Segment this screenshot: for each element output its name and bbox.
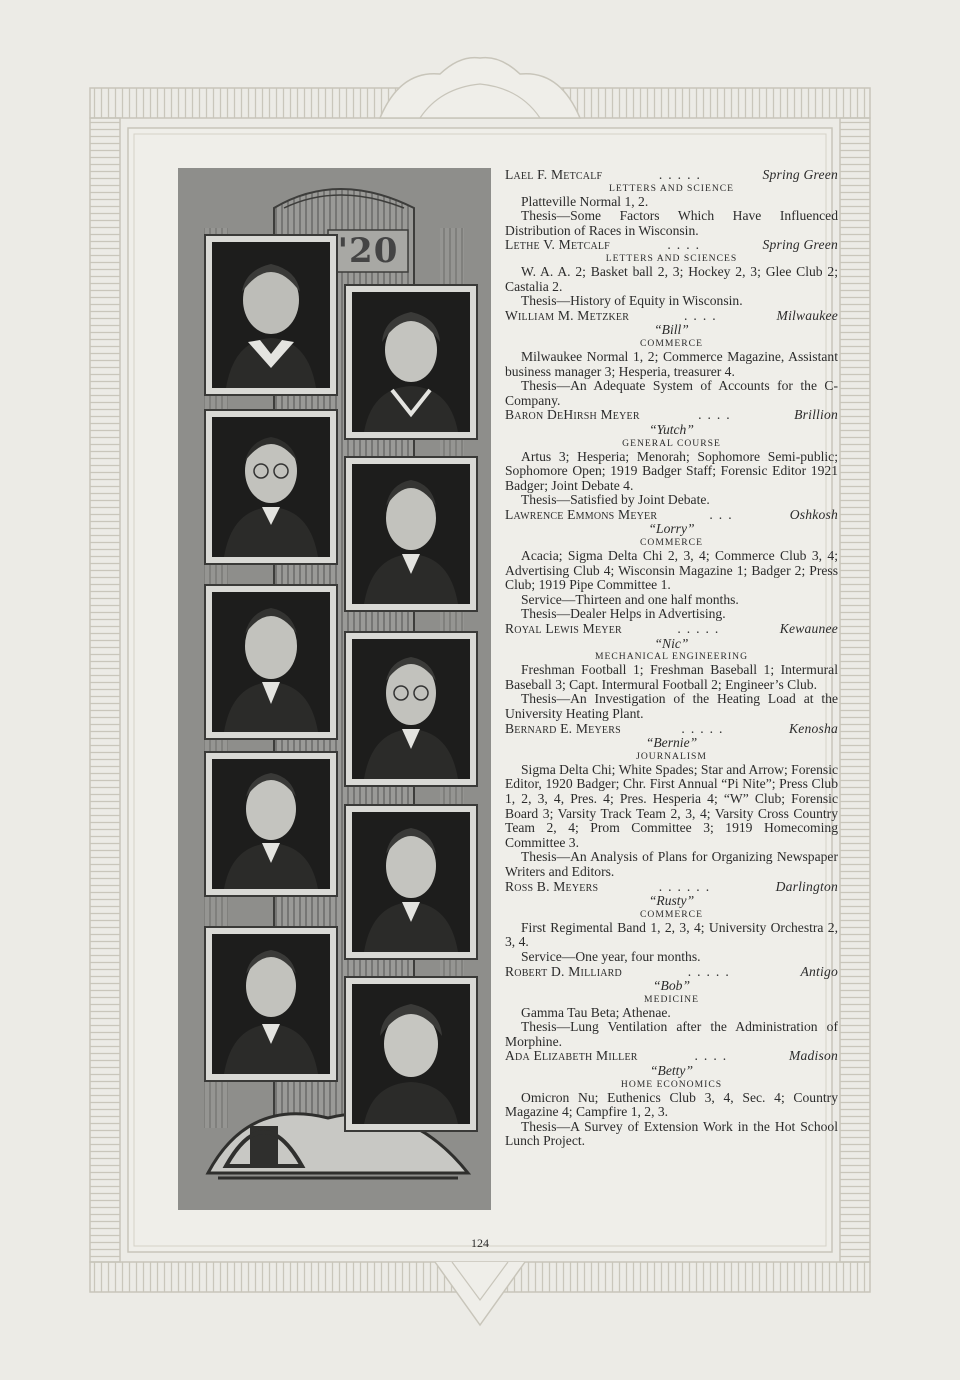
entry-paragraph: Platteville Normal 1, 2. bbox=[521, 193, 649, 209]
entry-paragraph: Service—One year, four months. bbox=[521, 948, 701, 964]
nickname: “Lorry” bbox=[648, 521, 695, 537]
student-name: Ross B. Meyers bbox=[505, 878, 599, 894]
portrait-photo bbox=[206, 586, 336, 738]
student-name: William M. Metzker bbox=[505, 307, 630, 323]
portrait-photo bbox=[346, 633, 476, 785]
entry-block: Baron DeHirsh Meyer .... Brillion “Yutch” GENERAL COURSE Artus 3; Hesperia; Menorah; Sophomore Semi-public; Sophomore Open; 1919 Badger Staff; Forensic Editor 1921 Badger; Joint Debate 4. Thesis—Satisfied by Joint Debate. bbox=[505, 407, 838, 508]
entry-block: Ross B. Meyers ...... Darlington “Rusty” COMMERCE First Regimental Band 1, 2, 3, 4; University Orchestra 2, 3, 4. Service—One year, four months. bbox=[505, 878, 838, 964]
course-label: COMMERCE bbox=[640, 908, 703, 920]
entry-paragraph: Thesis—A Survey of Extension Work in the Hot School Lunch Project. bbox=[505, 1118, 838, 1149]
entry-block: Lawrence Emmons Meyer ... Oshkosh “Lorry” COMMERCE Acacia; Sigma Delta Chi 2, 3, 4; Commerce Club 3, 4; Advertising Club 4; Wisconsin Magazine 1; Badger 2; Press Club; 1919 Pipe Committee 1. Service—Thirteen and one half months. Thesis—Dealer Helps in Advertising. bbox=[505, 506, 838, 622]
entry-paragraph: First Regimental Band 1, 2, 3, 4; University Orchestra 2, 3, 4. bbox=[505, 919, 838, 950]
entry-block: William M. Metzker .... Milwaukee “Bill” COMMERCE Milwaukee Normal 1, 2; Commerce Magazine, Assistant business manager 3; Hesperia, treasurer 4. Thesis—An Adequate System of Accounts for the C-Company. bbox=[505, 307, 838, 408]
course-label: MECHANICAL ENGINEERING bbox=[594, 651, 748, 663]
entry-block: Ada Elizabeth Miller .... Madison “Betty” HOME ECONOMICS Omicron Nu; Euthenics Club 3, 4, Sec. 4; Country Magazine 4; Campfire 1, 2, 3. Thesis—A Survey of Extension Work in the Hot School Lunch Project. bbox=[505, 1048, 838, 1149]
entry-paragraph: Thesis—History of Equity in Wisconsin. bbox=[521, 293, 743, 309]
portrait-photo bbox=[206, 236, 336, 394]
student-name: Bernard E. Meyers bbox=[505, 720, 621, 736]
biography-column bbox=[505, 168, 838, 1149]
portrait-photo bbox=[346, 806, 476, 958]
student-name: Lael F. Metcalf bbox=[505, 167, 603, 182]
portrait-photo bbox=[346, 286, 476, 438]
hometown: Spring Green bbox=[762, 167, 838, 182]
entry-paragraph: Acacia; Sigma Delta Chi 2, 3, 4; Commerce Club 3, 4; Advertising Club 4; Wisconsin Magazine 1; Badger 2; Press Club; 1919 Pipe Committee 1. bbox=[505, 548, 838, 593]
nickname: “Bill” bbox=[654, 322, 689, 338]
entry-paragraph: Artus 3; Hesperia; Menorah; Sophomore Semi-public; Sophomore Open; 1919 Badger Staff; Forensic Editor 1921 Badger; Joint Debate 4. bbox=[505, 448, 838, 493]
nickname: “Bernie” bbox=[645, 735, 698, 751]
hometown: Oshkosh bbox=[789, 506, 838, 522]
course-label: MEDICINE bbox=[644, 993, 699, 1005]
hometown: Darlington bbox=[775, 878, 838, 894]
year-label: '20 bbox=[337, 231, 399, 271]
entry-paragraph: Thesis—Dealer Helps in Advertising. bbox=[521, 606, 726, 622]
entry-paragraph: Milwaukee Normal 1, 2; Commerce Magazine, Assistant business manager 3; Hesperia, treasurer 4. bbox=[505, 348, 838, 379]
entry-paragraph: Thesis—An Adequate System of Accounts for the C-Company. bbox=[505, 378, 838, 408]
entry-block: Royal Lewis Meyer ..... Kewaunee “Nic” MECHANICAL ENGINEERING Freshman Football 1; Freshman Baseball 1; Intermural Baseball 3; Capt. Intermural Football 2; Engineer’s Club. Thesis—An Investigation of the Heating Load at the University Heating Plant. bbox=[505, 621, 838, 721]
portrait-panel bbox=[178, 168, 491, 1210]
entry-paragraph: Thesis—Lung Ventilation after the Administration of Morphine. bbox=[505, 1019, 838, 1049]
entry-paragraph: Gamma Tau Beta; Athenae. bbox=[521, 1004, 671, 1020]
student-name: Royal Lewis Meyer bbox=[505, 621, 622, 637]
nickname: “Rusty” bbox=[648, 893, 695, 909]
course-label: GENERAL COURSE bbox=[622, 437, 721, 449]
course-label: COMMERCE bbox=[640, 337, 703, 349]
hometown: Milwaukee bbox=[776, 307, 838, 323]
entry-paragraph: Service—Thirteen and one half months. bbox=[521, 591, 739, 607]
portrait-photo bbox=[206, 928, 336, 1080]
entry-block: Robert D. Milliard ..... Antigo “Bob” MEDICINE Gamma Tau Beta; Athenae. Thesis—Lung Ventilation after the Administration of Morphine. bbox=[505, 963, 838, 1049]
student-name: Lawrence Emmons Meyer bbox=[505, 506, 658, 522]
student-name: Ada Elizabeth Miller bbox=[505, 1048, 638, 1064]
hometown: Spring Green bbox=[762, 237, 838, 253]
entry-block: Lethe V. Metcalf .... Spring Green LETTERS AND SCIENCES W. A. A. 2; Basket ball 2, 3; Hockey 2, 3; Glee Club 2; Castalia 2. Thesis—History of Equity in Wisconsin. bbox=[505, 237, 838, 309]
student-name: Robert D. Milliard bbox=[505, 963, 622, 979]
entry-paragraph: W. A. A. 2; Basket ball 2, 3; Hockey 2, 3; Glee Club 2; Castalia 2. bbox=[505, 263, 838, 294]
hometown: Antigo bbox=[800, 963, 838, 979]
course-label: LETTERS AND SCIENCE bbox=[608, 182, 735, 194]
course-label: HOME ECONOMICS bbox=[620, 1078, 723, 1090]
course-label: COMMERCE bbox=[640, 537, 703, 549]
entry-paragraph: Omicron Nu; Euthenics Club 3, 4, Sec. 4; Country Magazine 4; Campfire 1, 2, 3. bbox=[505, 1089, 838, 1120]
course-label: JOURNALISM bbox=[636, 750, 707, 762]
portrait-photo bbox=[206, 411, 336, 563]
hometown: Kewaunee bbox=[779, 621, 838, 637]
portrait-photo bbox=[206, 753, 336, 895]
course-label: LETTERS AND SCIENCES bbox=[605, 252, 738, 264]
student-name: Lethe V. Metcalf bbox=[505, 237, 610, 253]
entry-paragraph: Thesis—Satisfied by Joint Debate. bbox=[521, 492, 710, 508]
hometown: Kenosha bbox=[789, 720, 838, 736]
hometown: Brillion bbox=[794, 407, 838, 423]
hometown: Madison bbox=[789, 1048, 838, 1064]
entry-block: Bernard E. Meyers ..... Kenosha “Bernie” JOURNALISM Sigma Delta Chi; White Spades; Star and Arrow; Forensic Editor, 1920 Badger; Chr. First Annual “Pi Nite”; Press Club 1, 2, 3, 4, Pres. 4; Pres. Hesperia 4; “W” Club; Forensic Board 3; Varsity Track Team 2, 3, 4; Varsity Cross Country Team 2, 4; Prom Committee 3; 1919 Homecoming Committee 3. Thesis—An Analysis of Plans for Organizing Newspaper Writers and Editors. bbox=[505, 720, 838, 879]
entry-paragraph: Thesis—An Analysis of Plans for Organizing Newspaper Writers and Editors. bbox=[505, 849, 838, 879]
entry-paragraph: Thesis—Some Factors Which Have Influenced Distribution of Races in Wisconsin. bbox=[505, 208, 838, 238]
student-name: Baron DeHirsh Meyer bbox=[505, 407, 640, 423]
nickname: “Bob” bbox=[652, 978, 691, 994]
entry-paragraph: Sigma Delta Chi; White Spades; Star and Arrow; Forensic Editor, 1920 Badger; Chr. First Annual “Pi Nite”; Press Club 1, 2, 3, 4, Pres. 4; Pres. Hesperia 4; “W” Club; Forensic Board 3; Varsity Track Team 2, 3, 4; Varsity Cross Country Team 2, 4; Prom Committee 3; 1919 Homecoming Committee 3. bbox=[505, 761, 838, 850]
entry-paragraph: Freshman Football 1; Freshman Baseball 1; Intermural Baseball 3; Capt. Intermural Football 2; Engineer’s Club. bbox=[505, 662, 838, 692]
portrait-photo bbox=[346, 458, 476, 610]
nickname: “Betty” bbox=[649, 1063, 694, 1079]
page-number: 124 bbox=[471, 1236, 489, 1250]
entry-block: Lael F. Metcalf ..... Spring Green LETTERS AND SCIENCE Platteville Normal 1, 2. Thesis—Some Factors Which Have Influenced Distribution of Races in Wisconsin. bbox=[505, 167, 838, 238]
nickname: “Yutch” bbox=[649, 421, 694, 437]
nickname: “Nic” bbox=[654, 635, 689, 651]
portrait-photo bbox=[346, 978, 476, 1130]
entry-paragraph: Thesis—An Investigation of the Heating Load at the University Heating Plant. bbox=[505, 691, 838, 721]
